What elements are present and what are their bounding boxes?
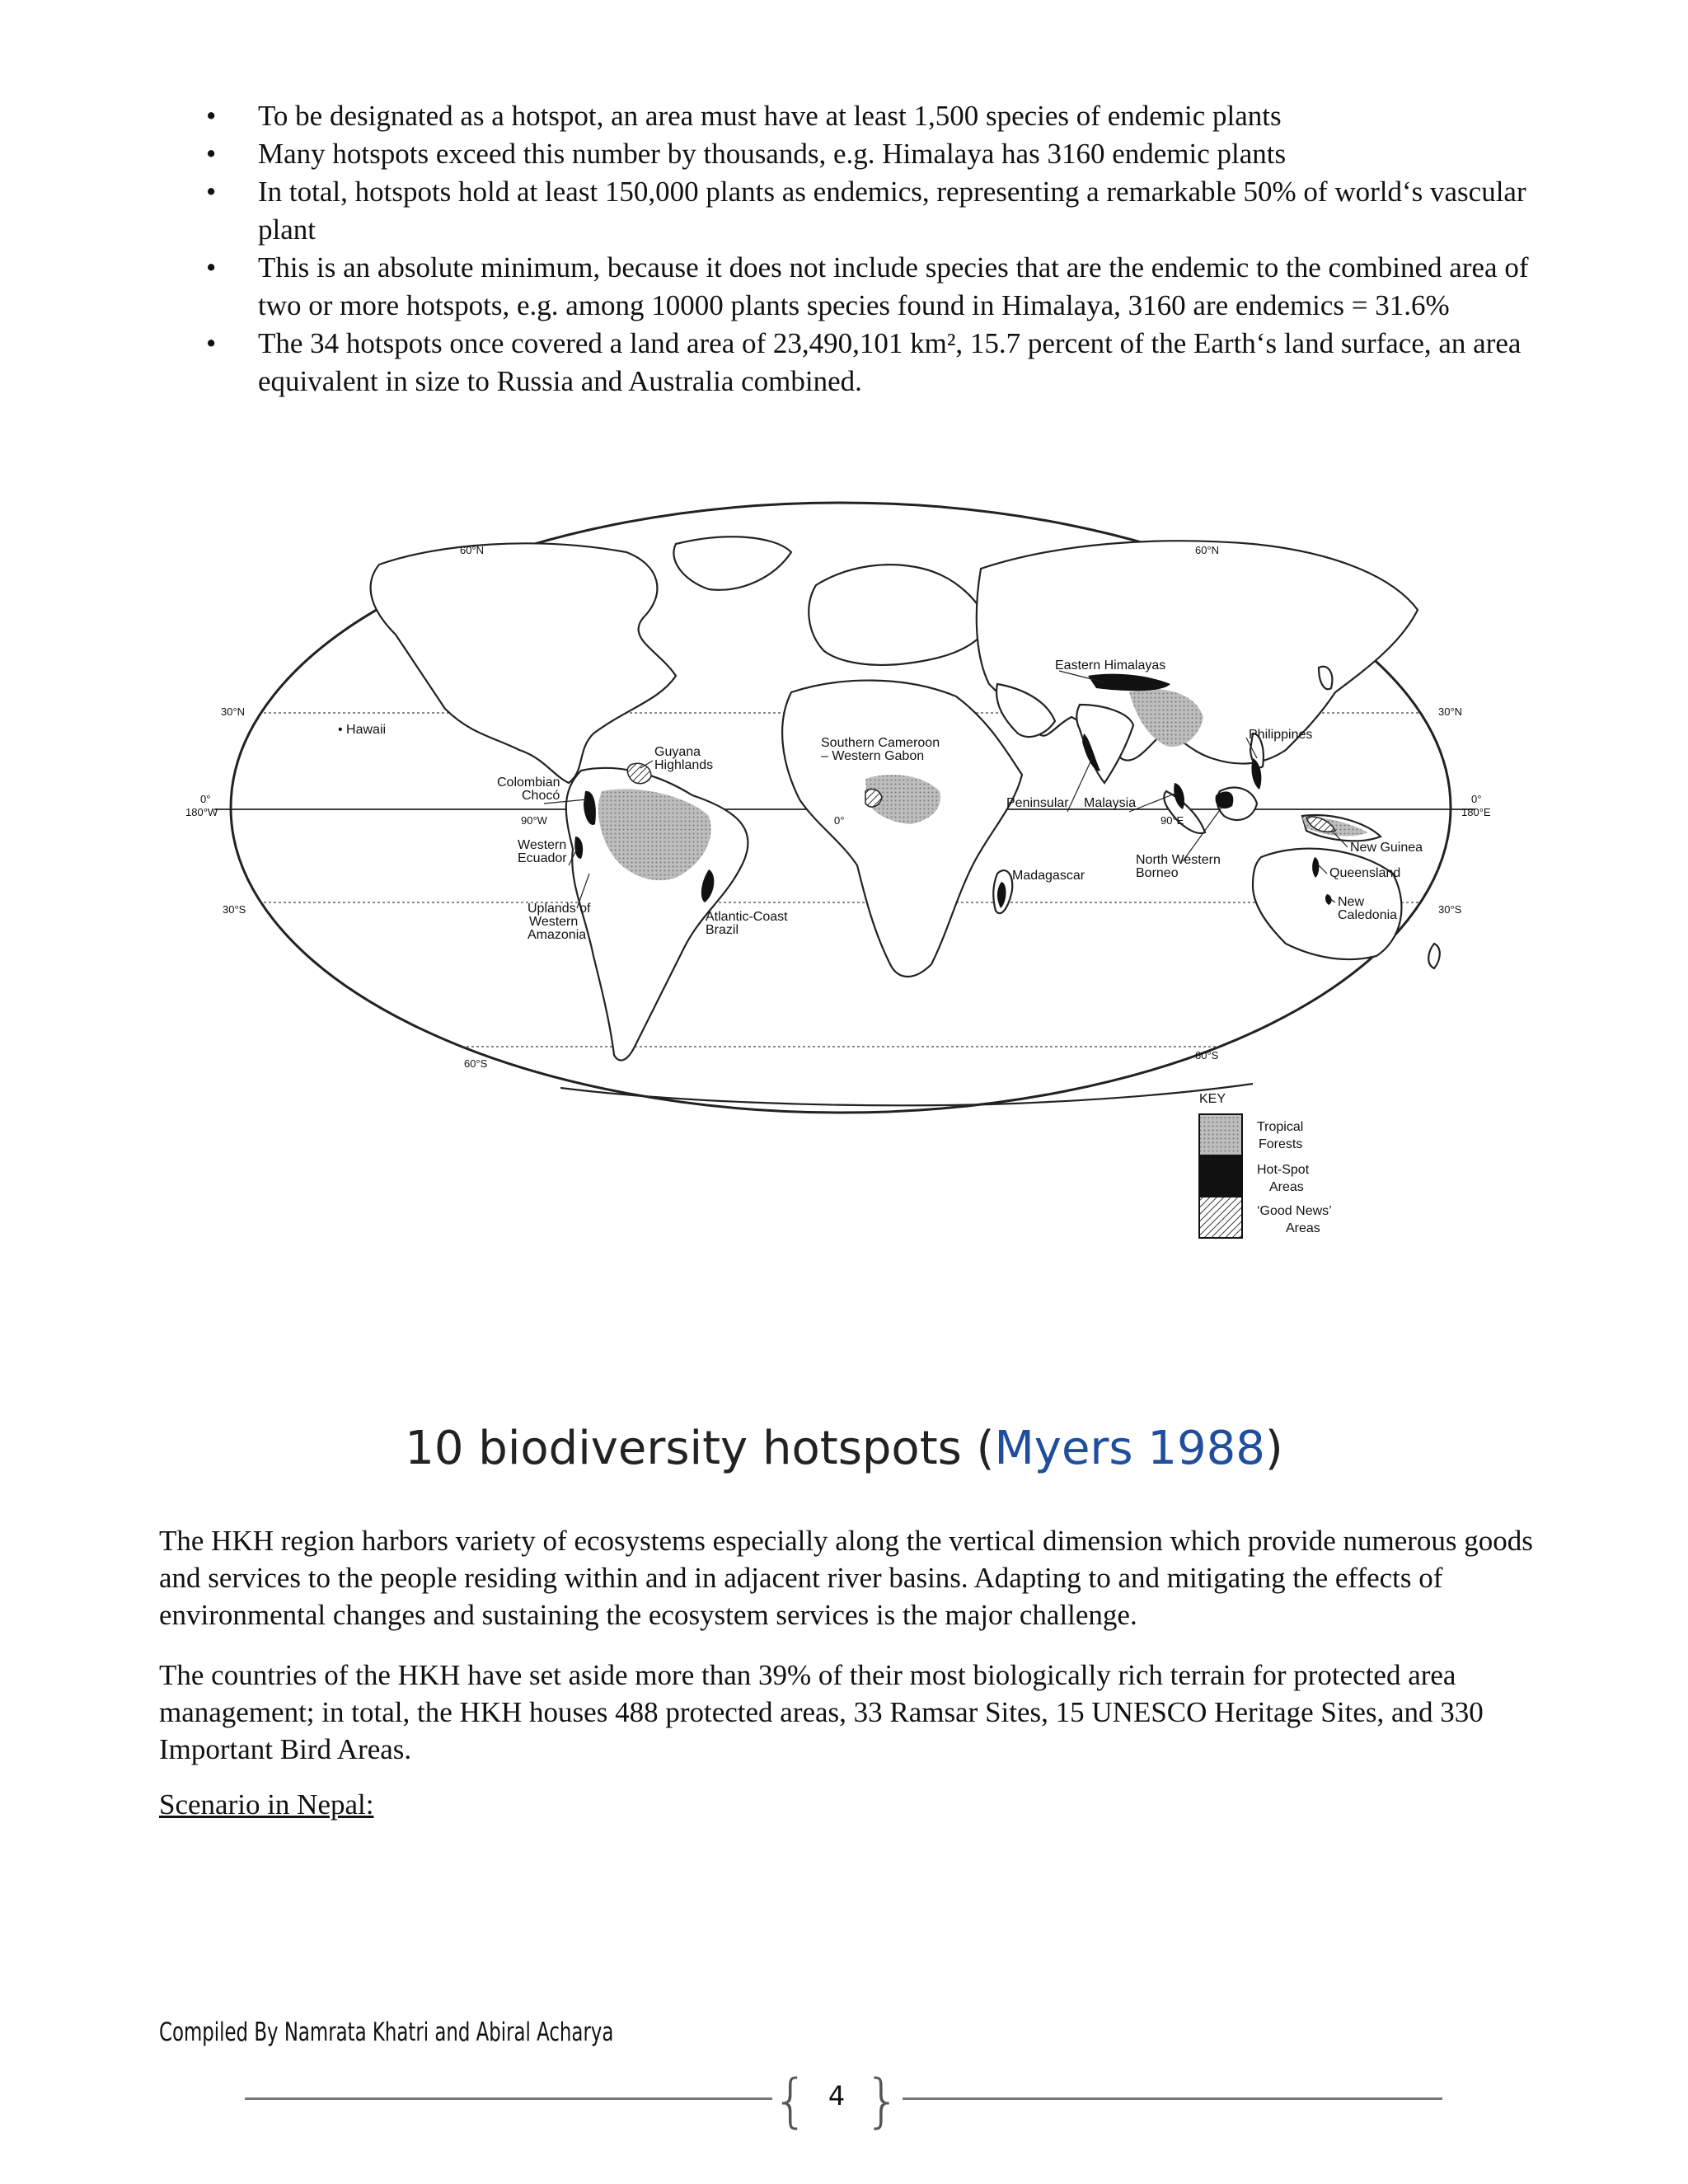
label-new-caledonia-2: Caledonia (1338, 908, 1398, 922)
bullet-symbol: • (206, 176, 217, 208)
map-caption (0, 1422, 1688, 1475)
label-eq-left-1: 0° (200, 793, 211, 805)
key-swatch-hotspot (1199, 1155, 1242, 1197)
label-90e: 90°E (1160, 814, 1184, 827)
bullet-list (206, 97, 1541, 401)
page-number-box (762, 2067, 911, 2133)
label-colombian-2: Chocó (522, 789, 560, 803)
label-atlantic-1: Atlantic-Coast (706, 910, 788, 924)
label-eq-right-1: 0° (1471, 793, 1482, 805)
label-30s-right: 30°S (1438, 903, 1462, 916)
bullet-text: To be designated as a hotspot, an area must have at least 1,500 species of endemic plants (258, 100, 1282, 132)
label-90w: 90°W (521, 814, 547, 827)
key-item-2-line2: Areas (1269, 1180, 1304, 1194)
bullet-symbol: • (206, 100, 217, 132)
label-eq-left-2: 180°W (185, 806, 218, 818)
label-atlantic-2: Brazil (706, 923, 739, 937)
north-america (371, 543, 676, 783)
africa (782, 681, 1022, 977)
label-malaysia: Malaysia (1084, 796, 1137, 810)
label-hawaii: • Hawaii (338, 723, 387, 737)
label-eq-right-2: 180°E (1461, 806, 1491, 818)
label-30n-right: 30°N (1438, 705, 1463, 718)
bullet-item (206, 325, 1541, 401)
caption-citation: Myers 1988 (994, 1422, 1265, 1475)
label-60s-left: 60°S (464, 1057, 488, 1070)
label-new-caledonia-1: New (1338, 895, 1365, 909)
world-hotspot-map (165, 486, 1500, 1261)
label-guyana-2: Highlands (654, 758, 714, 772)
europe (809, 565, 989, 665)
label-uplands-3: Amazonia (528, 928, 587, 942)
label-peninsular: Peninsular (1006, 796, 1069, 810)
new-zealand (1428, 944, 1440, 968)
key-item-1-line2: Forests (1259, 1137, 1303, 1151)
label-colombian-1: Colombian (497, 776, 560, 790)
bullet-item (206, 173, 1541, 249)
key-item-3-line1: ‘Good News’ (1257, 1204, 1332, 1218)
map-svg (165, 486, 1500, 1261)
label-60n-right: 60°N (1195, 544, 1220, 556)
caption-main: 10 biodiversity hotspots ( (405, 1422, 995, 1475)
label-new-guinea: New Guinea (1350, 841, 1423, 855)
map-key (1199, 1092, 1332, 1238)
subheading-scenario-nepal: Scenario in Nepal: (159, 1788, 374, 1821)
label-30s-left: 30°S (223, 903, 246, 916)
sumatra (1164, 791, 1205, 833)
page-bracket-right: } (864, 2067, 901, 2135)
bullet-symbol: • (206, 327, 217, 359)
key-swatch-goodnews (1199, 1197, 1242, 1238)
label-30n-left: 30°N (221, 705, 246, 718)
label-western-ecuador-2: Ecuador (518, 851, 567, 865)
label-0e: 0° (834, 814, 845, 827)
label-eastern-himalayas: Eastern Himalayas (1055, 658, 1166, 673)
key-swatch-tropical (1199, 1114, 1242, 1155)
bullet-symbol: • (206, 138, 217, 170)
label-nw-borneo-2: Borneo (1136, 866, 1179, 880)
key-item-3-line2: Areas (1286, 1221, 1320, 1235)
footer-rule-left (245, 2097, 772, 2100)
greenland (673, 537, 791, 589)
footer-credit: Compiled By Namrata Khatri and Abiral Acharya (159, 2018, 614, 2047)
label-guyana-1: Guyana (654, 745, 701, 759)
bullet-text: In total, hotspots hold at least 150,000 plants as endemics, representing a remarkable 50% of world‘s vascular plant (258, 176, 1526, 246)
label-uplands-1: Uplands of (528, 902, 591, 916)
label-nw-borneo-1: North Western (1136, 853, 1221, 867)
hotspot-nw-borneo (1216, 791, 1234, 808)
footer-rule-right (903, 2097, 1442, 2100)
key-item-1-line1: Tropical (1257, 1120, 1304, 1134)
label-cameroon-2: – Western Gabon (821, 749, 925, 763)
caption-end: ) (1264, 1422, 1283, 1475)
page-number: 4 (828, 2080, 846, 2111)
paragraph-hkh-protected-areas: The countries of the HKH have set aside more than 39% of their most biologically rich terrain for protected area management; in total, the HKH houses 488 protected areas, 33 Ramsar Sites, 15 UNESCO Heritage Sites, and 330 Important Bird Areas. (159, 1659, 1484, 1765)
bullet-text: Many hotspots exceed this number by thousands, e.g. Himalaya has 3160 endemic plants (258, 138, 1287, 170)
label-madagascar: Madagascar (1012, 869, 1085, 883)
key-title: KEY (1199, 1092, 1226, 1106)
paragraph-hkh-ecosystems: The HKH region harbors variety of ecosystems especially along the vertical dimension which provide numerous goods and services to the people residing within and in adjacent river basins. Adapting to and mitigating the effects of environmental changes and sustaining the ecosystem services is the major challenge. (159, 1525, 1533, 1631)
key-item-2-line1: Hot-Spot (1257, 1163, 1310, 1177)
label-queensland: Queensland (1329, 866, 1401, 880)
page-bracket-left: { (772, 2067, 809, 2135)
australia (1253, 849, 1401, 959)
bullet-item (206, 135, 1541, 173)
antarctica-fringe (560, 1084, 1253, 1105)
bullet-text: This is an absolute minimum, because it does not include species that are the endemic to the combined area of two or more hotspots, e.g. among 10000 plants species found in Himalaya, 3160 are endemics = 31.6% (258, 251, 1529, 321)
label-western-ecuador-1: Western (518, 838, 567, 852)
label-60s-right: 60°S (1195, 1049, 1219, 1062)
label-uplands-2: Western (529, 915, 579, 929)
bullet-symbol: • (206, 251, 217, 284)
bullet-item (206, 97, 1541, 135)
label-cameroon-1: Southern Cameroon (821, 736, 940, 750)
label-philippines: Philippines (1249, 728, 1313, 742)
bullet-item (206, 249, 1541, 325)
bullet-text: The 34 hotspots once covered a land area of 23,490,101 km², 15.7 percent of the Earth‘s land surface, an area equivalent in size to Russia and Australia combined. (258, 327, 1522, 397)
label-60n-left: 60°N (460, 544, 485, 556)
